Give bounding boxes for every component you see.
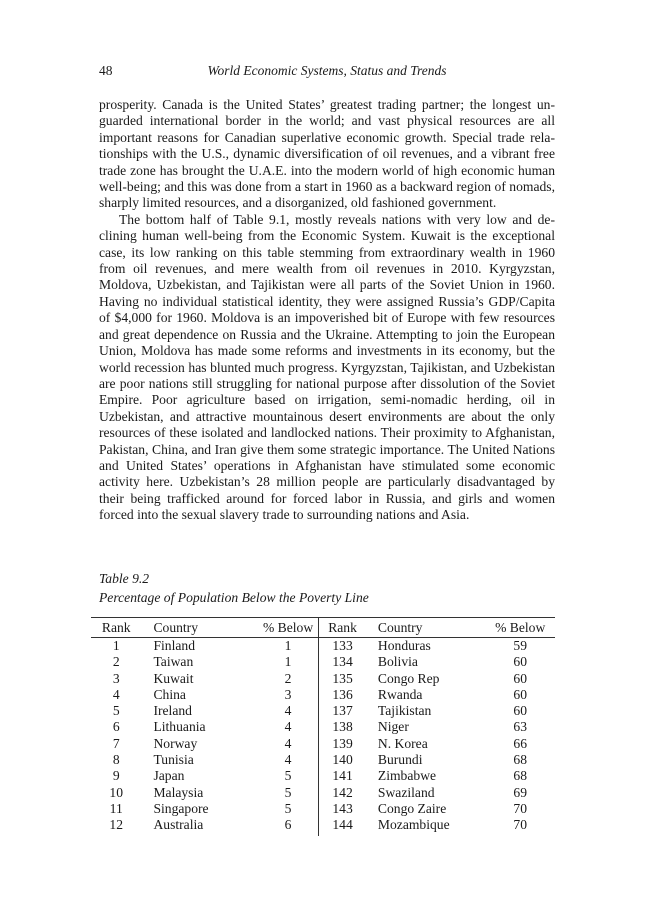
rank-cell: 5 [112, 703, 120, 719]
country-cell: Bolivia [377, 654, 418, 670]
country-cell: Zimbabwe [377, 768, 437, 784]
percent-below-cell: 60 [513, 654, 527, 670]
table-body [91, 638, 555, 836]
table-row [91, 736, 555, 752]
percent-below-cell: 1 [284, 654, 292, 670]
country-cell: Taiwan [153, 654, 194, 670]
country-cell: Ireland [153, 703, 192, 719]
country-cell: Niger [377, 719, 409, 735]
rank-cell: 139 [319, 736, 366, 752]
percent-below-cell: 63 [513, 719, 527, 735]
percent-below-cell: 70 [513, 800, 527, 816]
percent-below-cell: 4 [284, 735, 292, 751]
percent-below-cell: 4 [284, 719, 292, 735]
rank-cell: 9 [112, 768, 120, 784]
country-cell: N. Korea [377, 735, 428, 751]
rank-cell: 4 [112, 686, 120, 702]
rank-cell: 10 [109, 784, 124, 800]
rank-cell: 2 [112, 654, 120, 670]
table-caption: Percentage of Population Below the Poverty Line [99, 590, 369, 605]
percent-below-cell: 1 [284, 638, 292, 653]
header-country: Country [141, 618, 258, 638]
country-cell: Singapore [153, 800, 209, 816]
rank-cell: 141 [319, 768, 366, 784]
rank-cell: 6 [112, 719, 120, 735]
country-cell: Australia [153, 817, 204, 833]
country-cell: Rwanda [377, 686, 423, 702]
percent-below-cell: 5 [284, 768, 292, 784]
country-cell: Japan [153, 768, 185, 784]
header-rank-2: Rank [319, 618, 366, 638]
body-text [99, 97, 555, 524]
country-cell: Tunisia [153, 752, 194, 768]
table-row [91, 719, 555, 735]
country-cell: Congo Rep [377, 670, 440, 686]
rank-cell: 135 [319, 671, 366, 687]
percent-below-cell: 2 [284, 670, 292, 686]
table-row [91, 687, 555, 703]
table-row [91, 817, 555, 835]
percent-below-cell: 59 [513, 638, 527, 653]
country-cell: Norway [153, 735, 198, 751]
percent-below-cell: 6 [284, 817, 292, 833]
paragraph-2: The bottom half of Table 9.1, mostly reveals nations with very low and declining human well-being from the Economic System. Kuwait is the exceptional case, its low ranking on this table stemming from extraordinary wealth in 1960 from oil revenues, and mere wealth from oil revenues in 2010. Kyrgyzstan, Moldova, Uzbekistan, and Tajikistan were all parts of the Soviet Union in 1960. Having no individual statistical identity, they were assigned Russia’s GDP/Capita of $4,000 for 1960. Moldova is an impoverished bit of Europe with few resources and great dependence on Russia and the Ukraine. Attempting to join the European Union, Moldova has made some reforms and investments in its economy, but the world recession has blunted much progress. Kyrgyzstan, Tajikistan, and Uzbekistan are poor nations still struggling for national purpose after dissolution of the Soviet Empire. Poor agriculture based on irrigation, semi-nomadic herding, oil in Uzbekistan, and attractive mountainous desert environments are about the only resources of these isolated and landlocked nations. Their proximity to Afghanistan, Pakistan, China, and Iran give them some strategic importance. The United Nations and United States’ operations in Afghanistan have stimulated some economic activity here. Uzbekistan’s 28 million people are particularly disadvantaged by their being trafficked around for forced labor in Russia, and girls and women forced into the sexual slavery trade to surrounding nations and Asia. [99, 211, 555, 523]
rank-cell: 8 [112, 752, 120, 768]
country-cell: Honduras [377, 638, 431, 653]
table-header-row [91, 618, 555, 638]
percent-below-cell: 5 [284, 784, 292, 800]
header-rank: Rank [91, 618, 141, 638]
country-cell: Congo Zaire [377, 800, 447, 816]
country-cell: Lithuania [153, 719, 206, 735]
table-row [91, 752, 555, 768]
percent-below-cell: 4 [284, 752, 292, 768]
rank-cell: 3 [112, 670, 120, 686]
page-header [99, 63, 555, 83]
percent-below-cell: 5 [284, 800, 292, 816]
running-title: World Economic Systems, Status and Trends [207, 63, 447, 78]
table-row [91, 801, 555, 817]
percent-below-cell: 66 [513, 735, 527, 751]
table-row [91, 654, 555, 670]
table-row [91, 671, 555, 687]
table-row [91, 638, 555, 655]
rank-cell: 1 [112, 638, 120, 653]
country-cell: China [153, 686, 186, 702]
country-cell: Tajikistan [377, 703, 432, 719]
rank-cell: 12 [109, 817, 124, 833]
rank-cell: 7 [112, 735, 120, 751]
poverty-table [91, 617, 555, 836]
rank-cell: 140 [319, 752, 366, 768]
percent-below-cell: 3 [284, 686, 292, 702]
rank-cell: 136 [319, 687, 366, 703]
table-row [91, 785, 555, 801]
rank-cell: 134 [319, 654, 366, 670]
paragraph-1: prosperity. Canada is the United States’ greatest trading partner; the longest unguarded international border in the world; and vast physical resources are all important reasons for Canadian superlative economic growth. Special trade relationships with the U.S., dynamic diversification of oil revenues, and a vibrant free trade zone has brought the U.A.E. into the modern world of high economic human well-being; and this was done from a start in 1960 as a backward region of nomads, sharply limited resources, and a disorganized, old fashioned government. [99, 97, 555, 211]
table-label: Table 9.2 [99, 571, 150, 586]
percent-below-cell: 4 [284, 703, 292, 719]
country-cell: Swaziland [377, 784, 435, 800]
rank-cell: 143 [319, 801, 366, 817]
country-cell: Mozambique [377, 817, 450, 833]
rank-cell: 137 [319, 703, 366, 719]
rank-cell: 133 [319, 638, 366, 655]
percent-below-cell: 68 [513, 752, 527, 768]
percent-below-cell: 69 [513, 784, 527, 800]
rank-cell: 142 [319, 785, 366, 801]
table-row [91, 703, 555, 719]
page-number: 48 [99, 63, 113, 78]
percent-below-cell: 70 [513, 817, 527, 833]
percent-below-cell: 68 [513, 768, 527, 784]
header-country-2: Country [366, 618, 485, 638]
country-cell: Burundi [377, 752, 423, 768]
percent-below-cell: 60 [513, 703, 527, 719]
header-percent-below: % Below [258, 618, 319, 638]
percent-below-cell: 60 [513, 686, 527, 702]
percent-below-cell: 60 [513, 670, 527, 686]
country-cell: Kuwait [153, 670, 194, 686]
table-row [91, 768, 555, 784]
rank-cell: 11 [109, 800, 123, 816]
country-cell: Malaysia [153, 784, 204, 800]
header-percent-below-2: % Below [485, 618, 555, 638]
country-cell: Finland [153, 638, 195, 653]
rank-cell: 138 [319, 719, 366, 735]
rank-cell: 144 [319, 817, 366, 835]
